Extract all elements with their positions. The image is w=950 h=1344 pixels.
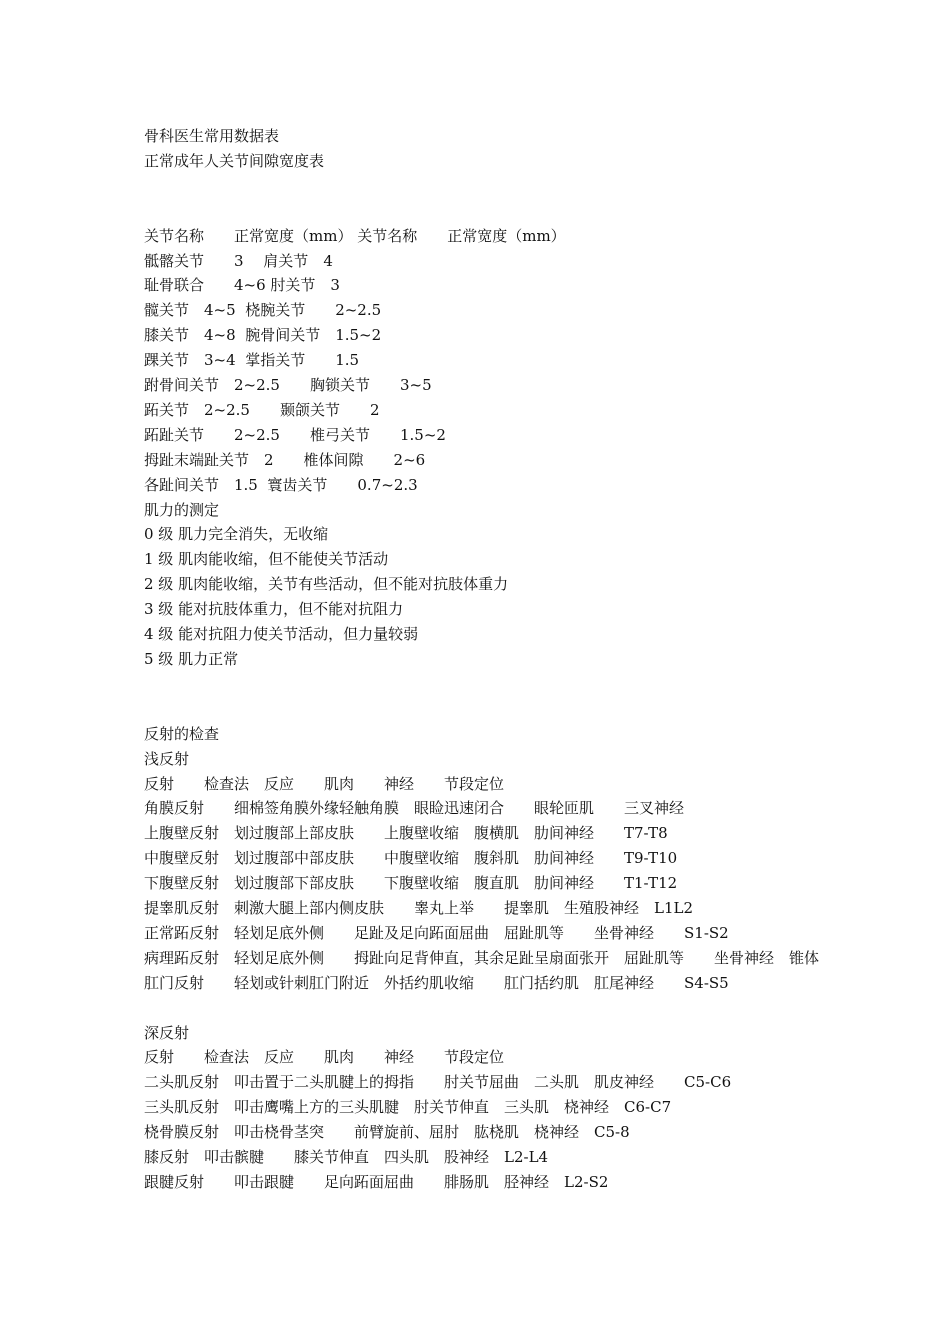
- table-row: 骶髂关节 3 肩关节 4: [144, 251, 333, 270]
- table-row: 下腹壁反射 划过腹部下部皮肤 下腹壁收缩 腹直肌 肋间神经 T1-T12: [144, 874, 678, 893]
- list-item: 0 级 肌力完全消失，无收缩: [144, 525, 329, 544]
- table-row: 跖关节 2~2.5 颞颌关节 2: [144, 400, 380, 419]
- table-row: 髋关节 4~5 桡腕关节 2~2.5: [144, 301, 382, 320]
- table-row: 病理跖反射 轻划足底外侧 拇趾向足背伸直，其余足趾呈扇面张开 屈趾肌等 坐骨神经 锥体: [144, 948, 820, 967]
- section-heading: 肌力的测定: [144, 500, 220, 519]
- table-title: 正常成年人关节间隙宽度表: [144, 151, 325, 170]
- table-row: 膝关节 4~8 腕骨间关节 1.5~2: [144, 326, 382, 345]
- table-header: 反射 检查法 反应 肌肉 神经 节段定位: [144, 1048, 505, 1067]
- table-row: 拇趾末端趾关节 2 椎体间隙 2~6: [144, 450, 426, 469]
- table-row: 正常跖反射 轻划足底外侧 足趾及足向跖面屈曲 屈趾肌等 坐骨神经 S1-S2: [144, 923, 729, 942]
- spacer: [144, 174, 824, 224]
- spacer: [144, 996, 824, 1021]
- table-row: 各趾间关节 1.5 寰齿关节 0.7~2.3: [144, 475, 418, 494]
- muscle-strength-section: [144, 498, 824, 672]
- table-row: 跗骨间关节 2~2.5 胸锁关节 3~5: [144, 376, 432, 395]
- table-row: 踝关节 3~4 掌指关节 1.5: [144, 351, 360, 370]
- spacer: [144, 672, 824, 722]
- table-row: 耻骨联合 4~6 肘关节 3: [144, 276, 340, 295]
- table-row: 桡骨膜反射 叩击桡骨茎突 前臂旋前、屈肘 肱桡肌 桡神经 C5-8: [144, 1123, 630, 1142]
- reflex-section: [144, 722, 824, 1195]
- table-row: 二头肌反射 叩击置于二头肌腱上的拇指 肘关节屈曲 二头肌 肌皮神经 C5-C6: [144, 1073, 732, 1092]
- table-row: 膝反射 叩击髌腱 膝关节伸直 四头肌 股神经 L2-L4: [144, 1148, 549, 1167]
- list-item: 2 级 肌肉能收缩，关节有些活动，但不能对抗肢体重力: [144, 575, 509, 594]
- table-row: 提睾肌反射 刺激大腿上部内侧皮肤 睾丸上举 提睾肌 生殖股神经 L1L2: [144, 899, 694, 918]
- table-header: 关节名称 正常宽度（mm） 关节名称 正常宽度（mm）: [144, 226, 566, 245]
- table-row: 肛门反射 轻划或针刺肛门附近 外括约肌收缩 肛门括约肌 肛尾神经 S4-S5: [144, 973, 729, 992]
- section-heading: 反射的检查: [144, 724, 220, 743]
- list-item: 1 级 肌肉能收缩，但不能使关节活动: [144, 550, 389, 569]
- document-page: [144, 124, 824, 1195]
- table-row: 角膜反射 细棉签角膜外缘轻触角膜 眼睑迅速闭合 眼轮匝肌 三叉神经: [144, 799, 685, 818]
- table-row: 中腹壁反射 划过腹部中部皮肤 中腹壁收缩 腹斜肌 肋间神经 T9-T10: [144, 849, 678, 868]
- joint-width-table: [144, 224, 824, 498]
- list-item: 4 级 能对抗阻力使关节活动，但力量较弱: [144, 625, 419, 644]
- table-row: 跖趾关节 2~2.5 椎弓关节 1.5~2: [144, 425, 446, 444]
- document-title: 骨科医生常用数据表: [144, 127, 280, 145]
- table-row: 上腹壁反射 划过腹部上部皮肤 上腹壁收缩 腹横肌 肋间神经 T7-T8: [144, 824, 668, 843]
- list-item: 3 级 能对抗肢体重力，但不能对抗阻力: [144, 600, 404, 619]
- subsection-heading: 浅反射: [144, 749, 190, 768]
- table-row: 三头肌反射 叩击鹰嘴上方的三头肌腱 肘关节伸直 三头肌 桡神经 C6-C7: [144, 1098, 672, 1117]
- list-item: 5 级 肌力正常: [144, 650, 239, 669]
- table-header: 反射 检查法 反应 肌肉 神经 节段定位: [144, 774, 505, 793]
- subsection-heading: 深反射: [144, 1023, 190, 1042]
- table-row: 跟腱反射 叩击跟腱 足向跖面屈曲 腓肠肌 胫神经 L2-S2: [144, 1173, 609, 1192]
